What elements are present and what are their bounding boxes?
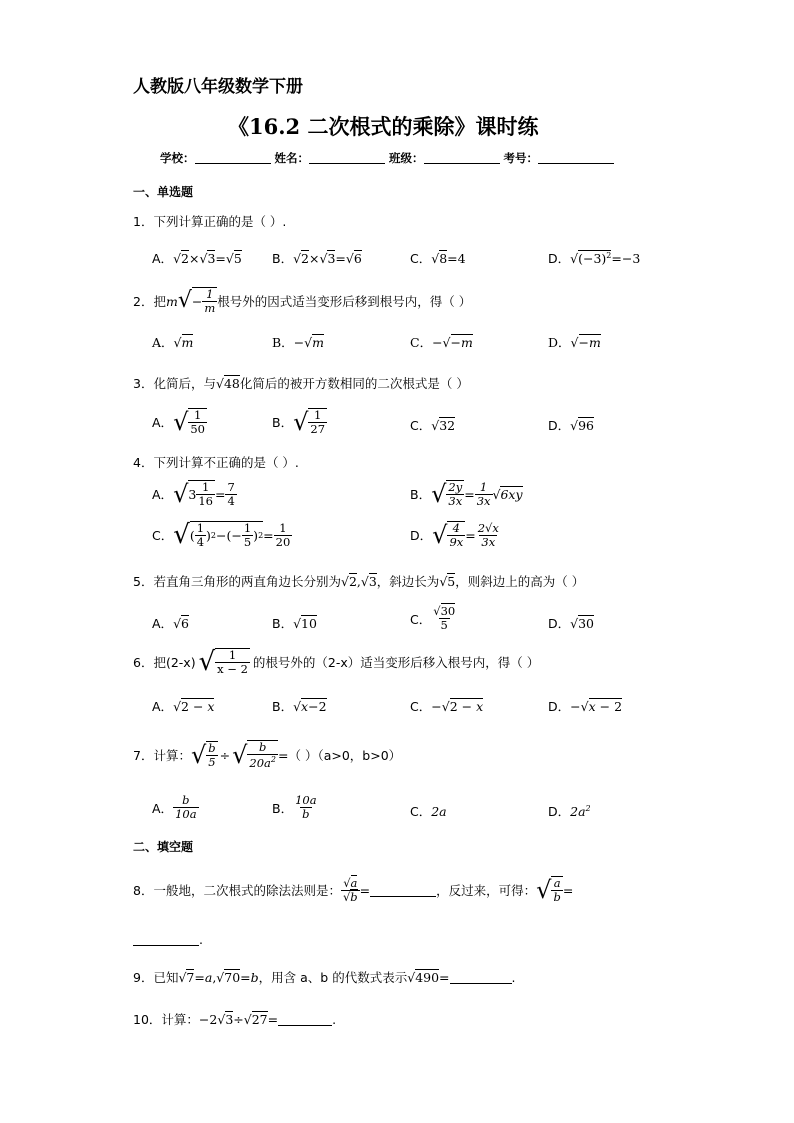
q3-option-b[interactable]: B． √ $\frac{1}{27}$: [272, 408, 326, 437]
exam-no-label: 考号：: [503, 151, 539, 165]
q8-mid: ，反过来，可得：: [436, 883, 537, 899]
class-blank[interactable]: [424, 151, 500, 164]
option-label: D．: [548, 699, 571, 714]
option-label: C．: [410, 699, 432, 714]
q7-option-d[interactable]: D．$2a^2$: [548, 803, 591, 819]
q3-option-d[interactable]: D．√96: [548, 418, 595, 433]
school-label: 学校：: [160, 151, 195, 165]
q5-option-b[interactable]: B．√10: [272, 616, 317, 631]
q7-option-c[interactable]: C．2a: [410, 804, 447, 819]
q9-blank[interactable]: [450, 971, 512, 984]
option-label: C．: [410, 335, 433, 350]
q8-blank-1[interactable]: [370, 884, 436, 897]
q6-option-a[interactable]: A．√2 − x: [152, 699, 215, 714]
q10-blank[interactable]: [278, 1013, 332, 1026]
q8-blank-2[interactable]: [133, 933, 199, 946]
q6-option-c[interactable]: C．−√2 − x: [410, 699, 484, 714]
q3-expr: √48: [215, 376, 240, 391]
question-5-stem: 5．若直角三角形的两直角边长分别为√2,√3，斜边长为√5，则斜边上的高为（ ）: [133, 574, 585, 589]
q1-c-expr: √8=4: [431, 251, 466, 266]
document-subtitle: 人教版八年级数学下册: [133, 77, 303, 97]
option-label: C．: [410, 804, 432, 819]
option-label: A．: [152, 616, 174, 631]
question-1-stem: 1．下列计算正确的是（ ）.: [133, 214, 287, 229]
option-label: B．: [272, 251, 294, 266]
q9-mid: ，用含 a、b 的代数式表示: [258, 970, 408, 985]
q2-option-d[interactable]: D．√−m: [548, 335, 601, 350]
q4-option-c[interactable]: C． √ ( $\frac{1}{4}$ ) 2 −(− $\frac{1}{5}$ ) 2 = $\frac{1}{20}$: [152, 520, 291, 551]
q3-pre: 3．化简后，与: [133, 376, 216, 391]
option-label: B．: [272, 800, 294, 816]
q10-pre: 10．计算：: [133, 1012, 199, 1027]
q5-mid: ，斜边长为: [376, 574, 440, 589]
option-label: B．: [272, 699, 294, 714]
q1-option-a[interactable]: [152, 249, 242, 267]
section-heading-fill-in: 二、填空题: [133, 840, 194, 854]
q5-pre: 5．若直角三角形的两直角边长分别为: [133, 574, 341, 589]
option-label: A．: [152, 251, 174, 266]
option-label: A．: [152, 699, 174, 714]
q7-post: =（ ）（a>0，b>0）: [278, 748, 402, 764]
q4-option-b[interactable]: B． √ $\frac{2y}{3x}$ = $\frac{1}{3x}$ √ 6xy: [410, 479, 523, 509]
option-label: B．: [410, 487, 432, 503]
question-7-stem: 7．计算： √ $\frac{b}{5}$ ÷ √ $\frac{b}{20a^2}$ =（ ）（a>0，b>0）: [133, 740, 402, 771]
option-label: C．: [410, 418, 432, 433]
q1-d-expr: $√(-3)^2=-3$: [570, 250, 641, 266]
name-label: 姓名：: [274, 151, 310, 165]
q7-option-b[interactable]: B． $\frac{10a}{b}$: [272, 793, 317, 822]
q5-option-d[interactable]: D．√30: [548, 616, 595, 631]
school-blank[interactable]: [195, 151, 271, 164]
option-label: A．: [152, 415, 174, 431]
question-8-stem: 8．一般地，二次根式的除法法则是： $\frac{√a}{√b}$ = ，反过来，可得： √ $\frac{a}{b}$ =: [133, 875, 574, 905]
option-label: D．: [548, 335, 571, 350]
q1-b-expr: √2×√3=√6: [293, 251, 362, 266]
q6-option-d[interactable]: D．−√x − 2: [548, 699, 623, 714]
q10-end: .: [332, 1012, 337, 1027]
q2-pre: 2．把: [133, 294, 166, 310]
option-label: A．: [152, 335, 174, 350]
q4-option-a[interactable]: A． √ 3 $\frac{1}{16}$ = $\frac{7}{4}$: [152, 479, 235, 509]
q8-end: .: [199, 932, 203, 947]
question-6-stem: 6．把(2-x) √ $\frac{1}{x - 2}$ 的根号外的（2-x）适当变形后移入根号内，得（ ）: [133, 647, 540, 678]
option-label: A．: [152, 800, 174, 816]
q1-option-c[interactable]: [410, 249, 466, 267]
option-label: C．: [152, 528, 174, 544]
option-label: C．: [410, 611, 432, 627]
option-label: B．: [272, 616, 294, 631]
document-title: 《16.2 二次根式的乘除》课时练: [228, 114, 539, 139]
section-heading-single-choice: 一、单选题: [133, 185, 194, 199]
option-label: D．: [548, 804, 571, 819]
q1-option-b[interactable]: [272, 249, 362, 267]
q3-post: 化简后的被开方数相同的二次根式是（ ）: [239, 376, 469, 391]
q2-option-a[interactable]: A．√m: [152, 335, 194, 350]
question-3-stem: [133, 374, 469, 392]
exam-no-blank[interactable]: [538, 151, 614, 164]
name-blank[interactable]: [309, 151, 385, 164]
q2-option-b[interactable]: B．−√m: [272, 335, 324, 350]
option-label: D．: [410, 528, 433, 544]
option-label: D．: [548, 251, 571, 266]
info-fields: [160, 150, 614, 166]
q5-post: ，则斜边上的高为（ ）: [455, 574, 585, 589]
q6-pre: 6．把(2-x): [133, 655, 196, 671]
option-label: A．: [152, 487, 174, 503]
q2-option-c[interactable]: C．−√−m: [410, 335, 473, 350]
question-2-stem: [133, 287, 471, 315]
question-9-stem: 9．已知√7=a,√70=b，用含 a、b 的代数式表示√490= .: [133, 970, 516, 985]
q5-option-c[interactable]: C． $\frac{√30}{5}$: [410, 604, 456, 633]
question-4-stem: 4．下列计算不正确的是（ ）.: [133, 455, 299, 470]
question-10-stem: 10．计算：−2√3÷√27= .: [133, 1012, 337, 1027]
q9-pre: 9．已知: [133, 970, 179, 985]
q1-option-d[interactable]: [548, 249, 640, 267]
q3-option-c[interactable]: C．√32: [410, 418, 456, 433]
q4-option-d[interactable]: D． √ $\frac{4}{9x}$ = $\frac{2√x}{3x}$: [410, 520, 499, 550]
q6-option-b[interactable]: B．√x−2: [272, 699, 327, 714]
option-label: C．: [410, 251, 432, 266]
option-label: B．: [272, 335, 294, 350]
q1-a-expr: √2×√3=√5: [173, 251, 242, 266]
q7-pre: 7．计算：: [133, 748, 191, 764]
q8-second-line: [133, 932, 203, 947]
option-label: D．: [548, 616, 571, 631]
option-label: B．: [272, 415, 294, 431]
q5-option-a[interactable]: A．√6: [152, 616, 189, 631]
q2-post: 根号外的因式适当变形后移到根号内，得（ ）: [217, 294, 472, 310]
q7-option-a[interactable]: A． $\frac{b}{10a}$: [152, 793, 197, 822]
q9-end: .: [511, 970, 516, 985]
option-label: D．: [548, 418, 571, 433]
q6-post: 的根号外的（2-x）适当变形后移入根号内，得（ ）: [252, 655, 540, 671]
q3-option-a[interactable]: A． √ $\frac{1}{50}$: [152, 408, 205, 437]
q2-expr: m √ − $\frac{1}{m}$: [165, 287, 216, 316]
class-label: 班级：: [389, 151, 424, 165]
q8-pre: 8．一般地，二次根式的除法法则是：: [133, 883, 341, 899]
